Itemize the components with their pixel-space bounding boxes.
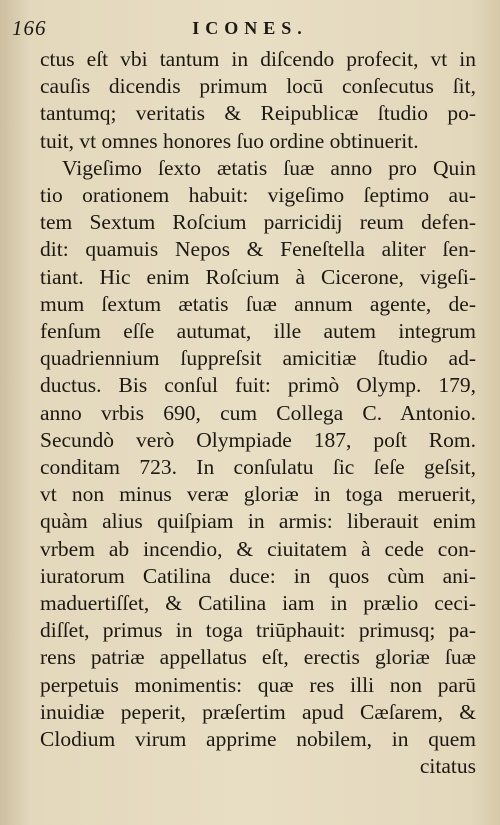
page-header bbox=[0, 10, 500, 44]
text-line: Vigeſimo ſexto ætatis ſuæ anno pro Quin bbox=[62, 155, 476, 180]
text-line: dit: quamuis Nepos & Feneſtella aliter ſen- bbox=[40, 237, 476, 262]
text-line: mum ſextum ætatis ſuæ annum agente, de- bbox=[40, 291, 476, 316]
text-line: Clodium virum apprime nobilem, in quem bbox=[40, 727, 476, 752]
text-line: diſſet, primus in toga triūphauit: primusq; pa- bbox=[40, 618, 476, 643]
catchword: citatus bbox=[419, 754, 476, 779]
text-line: fenſum eſſe autumat, ille autem integrum bbox=[40, 319, 476, 344]
text-line: vrbem ab incendio, & ciuitatem à cede con- bbox=[40, 536, 476, 561]
text-line: anno vrbis 690, cum Collega C. Antonio. bbox=[40, 400, 476, 425]
text-line: cauſis dicendis primum locū conſecutus ſit, bbox=[40, 74, 476, 99]
text-line: tio orationem habuit: vigeſimo ſeptimo au- bbox=[40, 183, 476, 208]
text-line: inuidiæ peperit, præſertim apud Cæſarem, & bbox=[40, 699, 476, 724]
text-line: ctus eſt vbi tantum in diſcendo profecit, vt in bbox=[40, 47, 476, 71]
text-line: maduertiſſet, & Catilina iam in prælio ceci- bbox=[40, 591, 476, 616]
text-line: iuratorum Catilina duce: in quos cùm ani- bbox=[40, 563, 476, 588]
text-line: quàm alius quiſpiam in armis: liberauit enim bbox=[40, 509, 476, 534]
text-line: vt non minus veræ gloriæ in toga meruerit, bbox=[40, 482, 476, 507]
text-line: tem Sextum Roſcium parricidij reum defen- bbox=[40, 210, 476, 235]
text-line: tiant. Hic enim Roſcium à Cicerone, vigeſi- bbox=[40, 264, 476, 289]
text-line: ductus. Bis conſul fuit: primò Olymp. 179, bbox=[40, 373, 476, 398]
text-line: tantumq; veritatis & Reipublicæ ſtudio po- bbox=[40, 101, 476, 126]
text-line: Secundò verò Olympiade 187, poſt Rom. bbox=[40, 427, 476, 452]
page-number: 166 bbox=[12, 16, 47, 40]
text-block bbox=[40, 46, 476, 780]
text-line: tuit, vt omnes honores ſuo ordine obtinuerit. bbox=[40, 128, 419, 153]
text-line: conditam 723. In conſulatu ſic ſeſe geſsit, bbox=[40, 455, 476, 480]
text-line: perpetuis monimentis: quæ res illi non parū bbox=[40, 672, 476, 697]
running-head: ICONES. bbox=[192, 18, 308, 38]
text-line: quadriennium ſuppreſsit amicitiæ ſtudio ad- bbox=[40, 346, 476, 371]
text-line: rens patriæ appellatus eſt, erectis gloriæ ſuæ bbox=[40, 645, 476, 670]
